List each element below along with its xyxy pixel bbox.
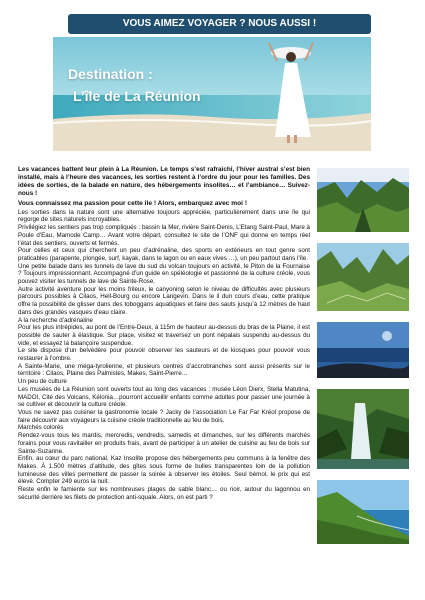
paragraph: Pour celles et ceux qui cherchent un peu d’adrénaline, des sports en extérieurs en tout genre sont praticables (parapente, plongée, surf, kayak, dans le lagon ou en eaux vives …), un peu partout dans l’île.: [18, 247, 310, 262]
section-heading: Marchés colorés: [18, 424, 64, 432]
coast-sunset-photo: [317, 322, 409, 383]
paragraph: Privilégiez les sentiers pas trop compliqués : bassin la Mer, rivière Saint-Denis, L’Etang Saint-Paul, Mare à Poule d’Eau, Mamode Camp… Avant votre départ, consultez le site de l’ONF qui donne en temps réel l’état des sentiers, ouverts et fermés.: [18, 224, 310, 247]
paragraph: Pour les plus intrépides, au pont de l’Entre-Deux, à 115m de hauteur au-dessus du bras de la Plaine, il est possible de sauter à élastique. Sur place, visitez et traversez un pont népalais suspendu au-dessus du vide, et essayez la balançoire suspendue.: [18, 324, 310, 347]
paragraph: Reste enfin le farniente sur les nombreuses plages de sable blanc… ou noir, autour du lagonnou en sécurité derrière les filets de protection anti-squale. Alors, on est parti ?: [18, 486, 310, 501]
paragraph: A Sainte-Marie, une méga-tyrolienne, et plusieurs centres d’accrobranches sont aussi présents sur le territoire : Cilaos, Plaine des Palmistes, Makes, Saint-Pierre…: [18, 362, 310, 378]
hero-image: [53, 37, 371, 151]
paragraph: Vous ne savez pas cuisiner la gastronomie locale ? Jacky de l’association Le Far Far Kréol propose de faire découvrir aux voyageurs la cuisine créole traditionnelle au feu de bois.: [18, 408, 310, 424]
banner-text: VOUS AIMEZ VOYAGER ? NOUS AUSSI !: [122, 18, 317, 29]
article-body: [18, 166, 310, 501]
coastal-cliff-photo: [317, 480, 409, 549]
photo-column: [317, 168, 409, 555]
paragraph: Le site dispose d’un belvédère pour pouvoir observer les sauteurs et de kiosques pour pouvoir vous restaurer à l’ombre.: [18, 347, 310, 363]
section-heading: A la recherche d’adrénaline: [18, 316, 93, 324]
paragraph: Les musées de La Réunion sont ouverts tout au long des vacances : musée Léon Dierx, Stella Matutina, MADOI, Cité des Volcans, Kélonia…pourront accueillir enfants comme adultes pour passer une journée à se cultiver et découvrir la culture créole.: [18, 385, 310, 409]
paragraph: Une petite balade dans les tunnels de lave du sud du volcan toujours en activité, le Piton de la Fournaise ? Toujours impressionnant. Accompagné d’un guide en spéléologie et passionné de la culture créole, vous pouvez visiter les tunnels de lave de Sainte-Rose.: [18, 262, 310, 286]
hero-title-line2: L’île de La Réunion: [73, 88, 201, 104]
section-heading: Un peu de culture: [18, 378, 67, 386]
paragraph: Les sorties dans la nature sont une alternative toujours appréciée, particulièrement dans une île qui regorge de sites naturels incroyables.: [18, 208, 310, 224]
paragraph: Autre activité aventure pour les moins frileux, le canyoning selon le niveau de difficultés avec plusieurs parcours possibles à Cilaos, Hell-Bourg ou encore Langevin. Dans le il dun cours d’eau, cette pratique offre la possibilité de glisser dans des toboggans aquatiques et faire des sauts jusqu’à 12 mètres de haut dans des grandes vasques d’eau claire.: [18, 285, 310, 316]
paragraph: Rendez-vous tous les mardis, mercredis, vendredis, samedis et dimanches, sur les différents marchés forains pour vous ravitailler en produits frais, avant de participer à un atelier de cuisine au feu de bois sur Sainte-Suzanne.: [18, 432, 310, 455]
mountain-valley-photo: [317, 168, 409, 237]
hero-title-line1: Destination :: [68, 66, 153, 82]
green-cirque-photo: [317, 243, 409, 316]
waterfall-photo: [317, 389, 409, 474]
paragraph: Enfin, au cœur du parc national, Kaz Insolite propose des hébergements peu communs à la fenêtre des Makes. À 1.500 mètres d’altitude, des gîtes sous forme de bulles transparentes loin de la pollution lumineuse des villes permettent de passer la soirée à observer les étoiles. Seul bémol, le prix qui est élevé. Compter 249 euros la nuit.: [18, 455, 310, 486]
intro-paragraph: Les vacances battent leur plein à La Réunion. Le temps s’est rafraichi, l’hiver austral s’est bien installé, mais à l’heure des vacances, les sorties restent à l’ordre du jour pour les familles. Des idées de sorties, de la balade en nature, des hébergements insolites… et l’ambiance… Suivez-nous !: [18, 166, 310, 197]
question-line: Vous connaissez ma passion pour cette île ! Alors, embarquez avec moi !: [18, 200, 248, 207]
title-banner: [68, 14, 371, 34]
